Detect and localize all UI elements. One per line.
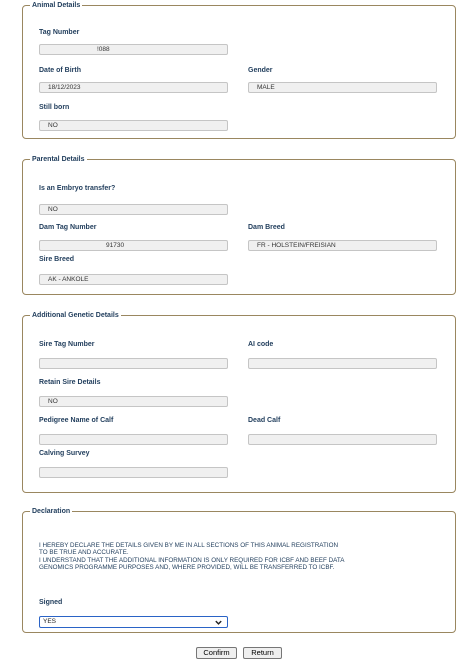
animal-details-legend: Animal Details <box>32 2 81 9</box>
return-button[interactable]: Return <box>243 647 282 659</box>
declaration-fieldset <box>22 508 456 633</box>
declaration-legend: Declaration <box>32 508 71 515</box>
dam-tag-number-label: Dam Tag Number <box>39 224 97 231</box>
parental-details-fieldset <box>22 156 456 295</box>
pedigree-name-field[interactable] <box>39 434 228 445</box>
declaration-line-3: I UNDERSTAND THAT THE ADDITIONAL INFORMATION IS ONLY REQUIRED FOR ICBF AND BEEF DATA <box>39 556 345 564</box>
retain-sire-field[interactable]: NO <box>39 396 228 407</box>
tag-number-field[interactable]: !088 <box>39 44 228 55</box>
confirm-button[interactable]: Confirm <box>196 647 237 659</box>
declaration-text <box>39 542 449 572</box>
gender-field[interactable]: MALE <box>248 82 437 93</box>
signed-select-value: YES <box>43 618 57 625</box>
still-born-field[interactable]: NO <box>39 120 228 131</box>
sire-breed-label: Sire Breed <box>39 256 75 263</box>
retain-sire-label: Retain Sire Details <box>39 379 101 386</box>
sire-tag-number-label: Sire Tag Number <box>39 341 95 348</box>
embryo-transfer-field[interactable]: NO <box>39 204 228 215</box>
chevron-down-icon <box>214 618 223 627</box>
date-of-birth-field[interactable]: 18/12/2023 <box>39 82 228 93</box>
genetic-details-fieldset <box>22 312 456 493</box>
pedigree-name-label: Pedigree Name of Calf <box>39 417 114 424</box>
dead-calf-label: Dead Calf <box>248 417 281 424</box>
declaration-line-1: I HEREBY DECLARE THE DETAILS GIVEN BY ME IN ALL SECTIONS OF THIS ANIMAL REGISTRATION <box>39 542 339 549</box>
calving-survey-label: Calving Survey <box>39 450 90 457</box>
parental-details-legend: Parental Details <box>32 156 85 163</box>
calving-survey-field[interactable] <box>39 467 228 478</box>
signed-select[interactable] <box>39 616 228 628</box>
still-born-label: Still born <box>39 104 70 111</box>
tag-number-label: Tag Number <box>39 29 80 36</box>
embryo-transfer-label: Is an Embryo transfer? <box>39 185 116 192</box>
dam-breed-label: Dam Breed <box>248 224 285 231</box>
sire-breed-field[interactable]: AK - ANKOLE <box>39 274 228 285</box>
dam-tag-number-field[interactable]: 91730 <box>39 240 228 251</box>
dead-calf-field[interactable] <box>248 434 437 445</box>
sire-tag-number-field[interactable] <box>39 358 228 369</box>
dam-breed-field[interactable]: FR - HOLSTEIN/FREISIAN <box>248 240 437 251</box>
date-of-birth-label: Date of Birth <box>39 67 81 74</box>
gender-label: Gender <box>248 67 273 74</box>
ai-code-field[interactable] <box>248 358 437 369</box>
genetic-details-legend: Additional Genetic Details <box>32 312 119 319</box>
signed-label: Signed <box>39 599 63 606</box>
declaration-line-4: GENOMICS PROGRAMME PURPOSES AND, WHERE PROVIDED, WILL BE TRANSFERRED TO ICBF. <box>39 564 335 572</box>
ai-code-label: AI code <box>248 341 274 348</box>
animal-details-fieldset <box>22 2 456 139</box>
declaration-line-2: TO BE TRUE AND ACCURATE. <box>39 549 129 557</box>
